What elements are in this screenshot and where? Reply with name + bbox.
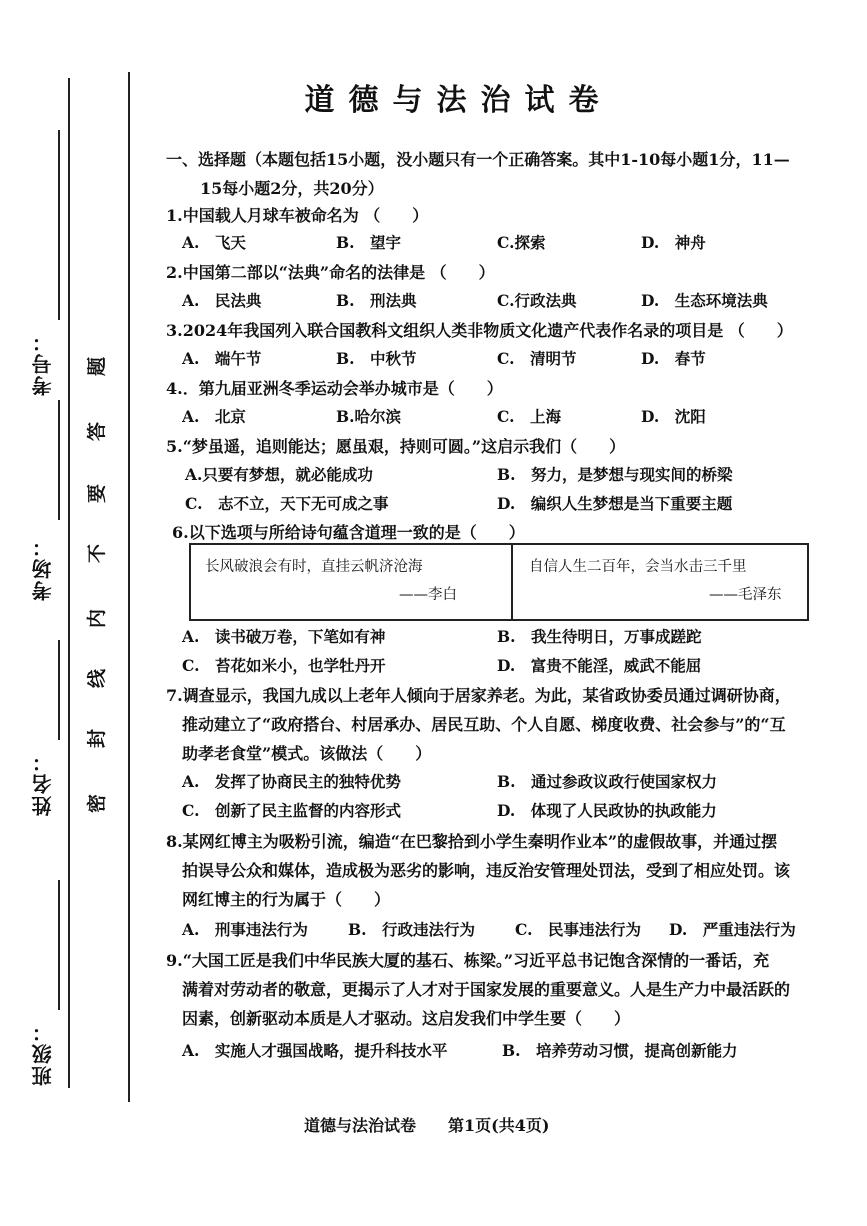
binding-border-line [68, 78, 70, 1088]
question-4-option-b: B.哈尔滨 [336, 407, 401, 426]
question-1-option-a: A. 飞天 [182, 233, 246, 252]
xingming-line [58, 640, 60, 740]
question-6-option-a: A. 读书破万卷，下笔如有神 [182, 627, 386, 646]
question-5-stem: 5.“梦虽遥，追则能达；愿虽艰，持则可圆。”这启示我们（ ） [166, 437, 626, 456]
question-4-option-d: D. 沈阳 [641, 407, 706, 426]
question-5-option-d: D. 编织人生梦想是当下重要主题 [497, 494, 733, 513]
question-7-stem-line3: 助孝老食堂”模式。该做法（ ） [182, 744, 432, 763]
poem-2-author: ——毛泽东 [709, 587, 782, 603]
question-5-option-c: C. 志不立，天下无可成之事 [185, 494, 389, 513]
question-8-stem-line1: 8.某网红博主为吸粉引流，编造“在巴黎拾到小学生秦明作业本”的虚假故事，并通过摆 [166, 832, 778, 851]
question-5-option-b: B. 努力，是梦想与现实间的桥梁 [497, 465, 733, 484]
banji-line [58, 880, 60, 1010]
question-8-stem-line2: 拍误导公众和媒体，造成极为恶劣的影响，违反治安管理处罚法，受到了相应处罚。该 [182, 861, 791, 880]
question-3-option-a: A. 端午节 [182, 349, 262, 368]
section-1-heading-line1: 一、选择题（本题包括15小题，没小题只有一个正确答案。其中1-10每小题1分，11— [166, 150, 790, 169]
seal-char-8: 题 [86, 356, 109, 377]
poem-cell-1 [191, 545, 511, 619]
question-7-stem-line2: 推动建立了“政府搭台、村居承办、居民互助、个人自愿、梯度收费、社会参与”的“互 [182, 715, 786, 734]
question-7-option-d: D. 体现了人民政协的执政能力 [497, 801, 717, 820]
question-7-option-a: A. 发挥了协商民主的独特优势 [182, 772, 401, 791]
question-8-stem-line3: 网红博主的行为属于（ ） [182, 890, 391, 909]
kaochang-label: 考场： [31, 535, 55, 601]
question-2-option-b: B. 刑法典 [336, 291, 417, 310]
seal-char-1: 密 [86, 793, 109, 814]
question-6-stem: 6.以下选项与所给诗句蕴含道理一致的是（ ） [172, 523, 525, 542]
question-7-option-b: B. 通过参政议政行使国家权力 [497, 772, 717, 791]
question-7-stem-line1: 7.调查显示，我国九成以上老年人倾向于居家养老。为此，某省政协委员通过调研协商， [166, 686, 791, 705]
question-2-option-d: D. 生态环境法典 [641, 291, 768, 310]
page-footer: 道德与法治试卷 第1页(共4页) [304, 1116, 550, 1135]
question-1-option-c: C.探索 [497, 233, 546, 252]
question-1-option-b: B. 望宇 [336, 233, 401, 252]
question-2-stem: 2.中国第二部以“法典”命名的法律是 （ ） [166, 263, 495, 282]
kaochang-line [58, 400, 60, 520]
question-9-option-a: A. 实施人才强国战略，提升科技水平 [182, 1041, 448, 1060]
poem-cell-2 [513, 545, 805, 619]
xingming-label: 姓名： [31, 750, 55, 816]
question-9-stem-line2: 满着对劳动者的敬意，更揭示了人才对于国家发展的重要意义。人是生产力中最活跃的 [182, 980, 791, 999]
question-6-option-b: B. 我生待明日，万事成蹉跎 [497, 627, 702, 646]
question-4-option-c: C. 上海 [497, 407, 561, 426]
seal-char-5: 不 [86, 543, 109, 564]
question-1-stem: 1.中国载人月球车被命名为 （ ） [166, 206, 429, 225]
poem-2-line: 自信人生二百年，会当水击三千里 [529, 559, 747, 575]
seal-char-6: 要 [86, 483, 109, 504]
seal-char-3: 线 [86, 668, 109, 689]
question-1-option-d: D. 神舟 [641, 233, 706, 252]
poem-1-line: 长风破浪会有时，直挂云帆济沧海 [205, 559, 423, 575]
question-9-stem-line3: 因素，创新驱动本质是人才驱动。这启发我们中学生要（ ） [182, 1009, 631, 1028]
question-8-option-a: A. 刑事违法行为 [182, 920, 308, 939]
poem-1-author: ——李白 [399, 587, 457, 603]
question-3-option-b: B. 中秋节 [336, 349, 417, 368]
section-1-heading-line2: 15每小题2分，共20分） [200, 179, 384, 198]
question-3-option-c: C. 清明节 [497, 349, 577, 368]
question-6-option-d: D. 富贵不能淫，威武不能屈 [497, 656, 702, 675]
question-5-option-a: A.只要有梦想，就必能成功 [185, 465, 373, 484]
question-3-option-d: D. 春节 [641, 349, 706, 368]
question-2-option-a: A. 民法典 [182, 291, 262, 310]
question-3-stem: 3.2024年我国列入联合国教科文组织人类非物质文化遗产代表作名录的项目是 （ ） [166, 321, 793, 340]
question-2-option-c: C.行政法典 [497, 291, 577, 310]
question-6-option-c: C. 苔花如米小，也学牡丹开 [182, 656, 386, 675]
question-4-stem: 4.．第九届亚洲冬季运动会举办城市是（ ） [166, 379, 503, 398]
question-8-option-c: C. 民事违法行为 [515, 920, 641, 939]
poem-table [189, 543, 809, 621]
question-7-option-c: C. 创新了民主监督的内容形式 [182, 801, 401, 820]
question-8-option-b: B. 行政违法行为 [348, 920, 475, 939]
seal-char-2: 封 [86, 728, 109, 749]
question-9-stem-line1: 9.“大国工匠是我们中华民族大厦的基石、栋梁。”习近平总书记饱含深情的一番话，充 [166, 951, 770, 970]
question-4-option-a: A. 北京 [182, 407, 246, 426]
page-border-line [128, 72, 130, 1102]
seal-char-7: 答 [86, 421, 109, 442]
question-9-option-b: B. 培养劳动习惯，提高创新能力 [502, 1041, 738, 1060]
kaohao-label: 考号： [31, 330, 55, 396]
page-title: 道德与法治试卷 [304, 83, 613, 118]
question-8-option-d: D. 严重违法行为 [669, 920, 796, 939]
kaohao-line [58, 130, 60, 320]
seal-char-4: 内 [86, 608, 109, 629]
banji-label: 班级： [31, 1020, 55, 1086]
